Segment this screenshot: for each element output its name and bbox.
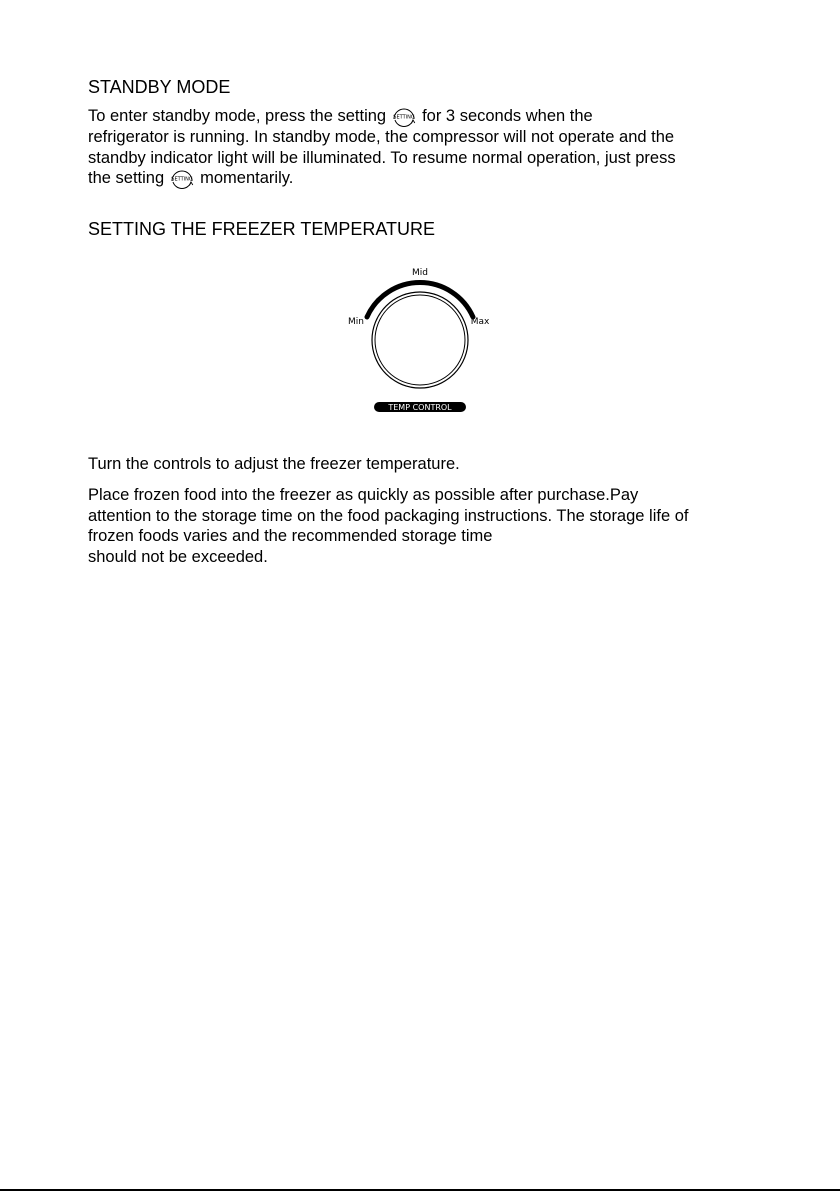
- food-line-4: should not be exceeded.: [88, 547, 268, 566]
- freezer-instruction: Turn the controls to adjust the freezer temperature.: [88, 455, 460, 473]
- dial-range-arc: [367, 283, 473, 317]
- frozen-food-paragraph: [88, 485, 689, 567]
- dial-mid-label: Mid: [412, 268, 428, 278]
- setting-button-icon: [168, 169, 196, 189]
- temp-control-dial: [330, 262, 510, 422]
- standby-line-2: refrigerator is running. In standby mode, the compressor will not operate and the: [88, 128, 675, 146]
- food-line-2: attention to the storage time on the food packaging instructions. The storage life of: [88, 506, 689, 525]
- svg-text:SETTING: SETTING: [171, 176, 193, 183]
- bottom-rule: [0, 1189, 840, 1191]
- standby-line-3: standby indicator light will be illuminated. To resume normal operation, just press: [88, 148, 676, 167]
- svg-text:SETTING: SETTING: [393, 114, 415, 121]
- standby-mode-paragraph: [88, 106, 676, 189]
- standby-line-1: To enter standby mode, press the setting SETTING for 3 seconds when the: [88, 107, 593, 125]
- dial-max-label: Max: [470, 317, 490, 327]
- standby-mode-heading: STANDBY MODE: [88, 77, 231, 97]
- temp-control-label: TEMP CONTROL: [388, 403, 452, 412]
- standby-line-4: the setting SETTING momentarily.: [88, 169, 294, 187]
- dial-min-label: Min: [348, 317, 364, 327]
- food-line-1: Place frozen food into the freezer as quickly as possible after purchase.Pay: [88, 486, 639, 504]
- food-line-3: frozen foods varies and the recommended storage time: [88, 527, 493, 545]
- setting-button-icon: [390, 107, 418, 127]
- dial-knob-inner: [375, 295, 465, 385]
- dial-knob-outer: [372, 292, 468, 388]
- freezer-temperature-heading: SETTING THE FREEZER TEMPERATURE: [88, 219, 436, 239]
